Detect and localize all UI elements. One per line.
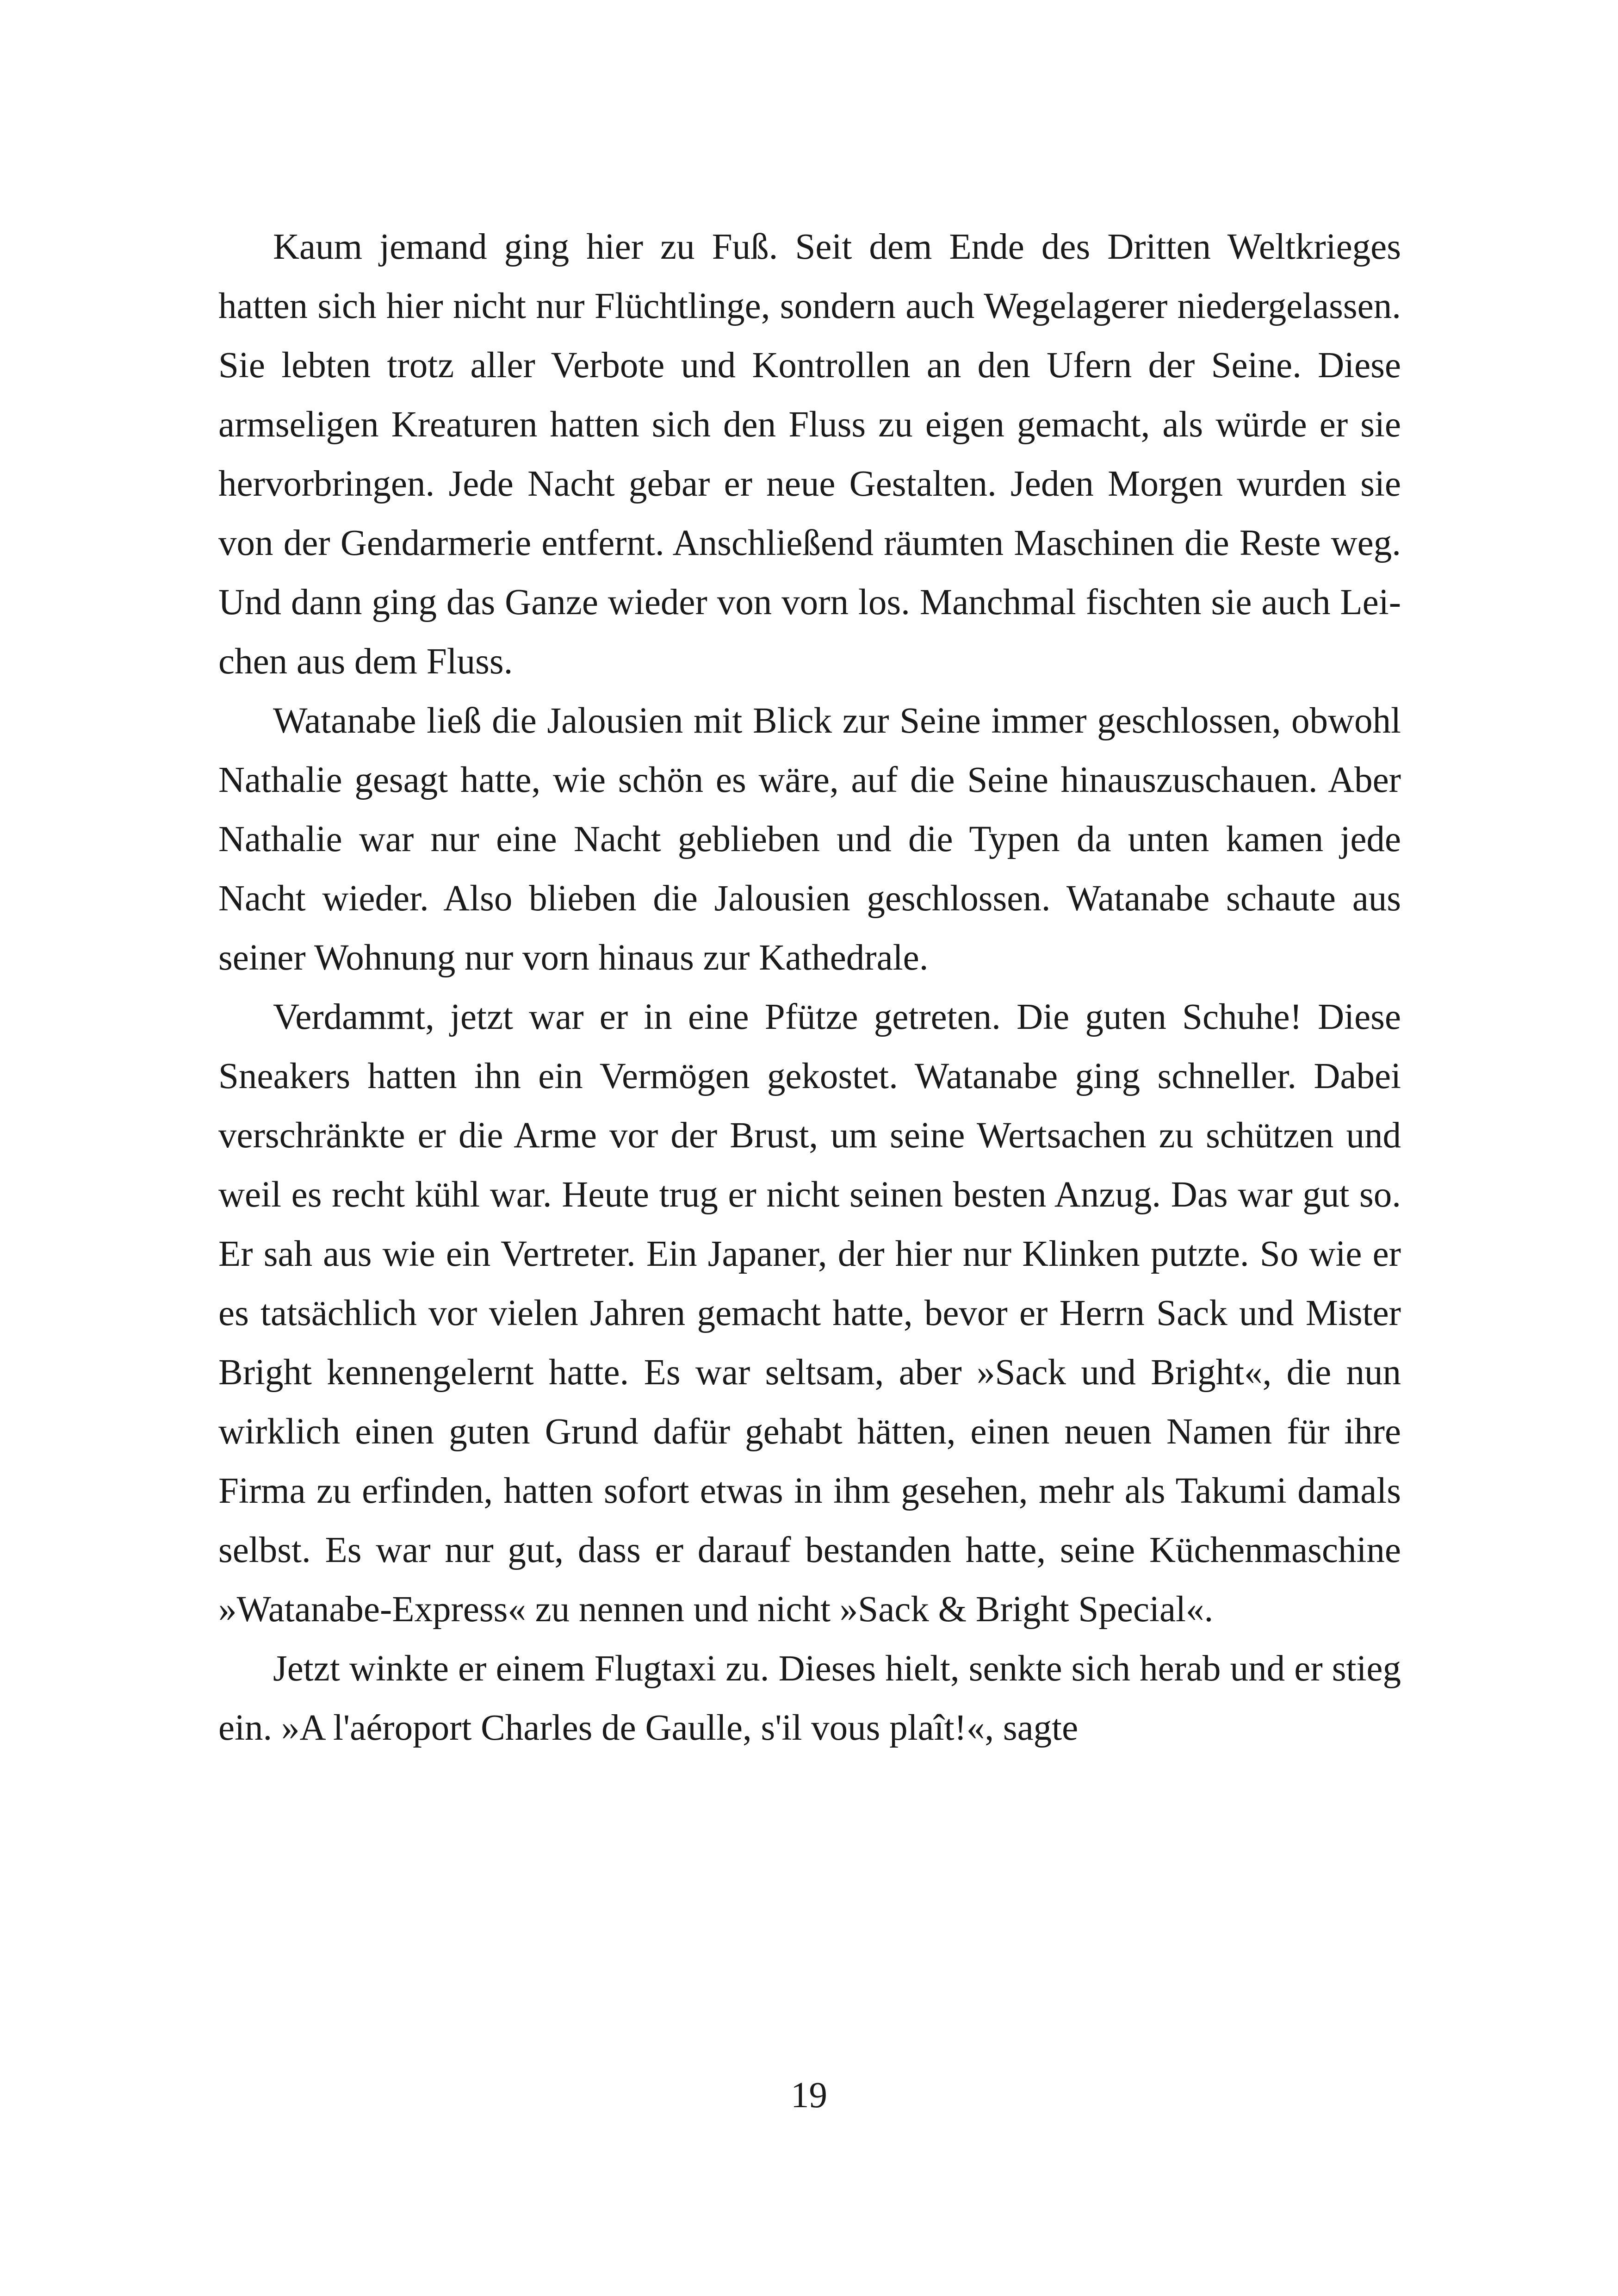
paragraph-1: Kaum jemand ging hier zu Fuß. Seit dem Ende des Dritten Weltkrieges hatten sich hier nicht nur Flüchtlinge, sondern auch Wegelagerer niedergelassen. Sie lebten trotz aller Verbote und Kontrollen an den Ufern der Seine. Diese armseligen Kreaturen hatten sich den Fluss zu eigen gemacht, als würde er sie hervorbringen. Jede Nacht gebar er neue Gestalten. Jeden Morgen wurden sie von der Gendarmerie entfernt. Anschließend räumten Maschinen die Reste weg. Und dann ging das Ganze wieder von vorn los. Manchmal fischten sie auch Leichen aus dem Fluss. bbox=[218, 227, 1401, 682]
paragraph-3: Verdammt, jetzt war er in eine Pfütze getreten. Die guten Schuhe! Diese Sneakers hatten ihn ein Vermögen gekostet. Watanabe ging schneller. Dabei verschränkte er die Arme vor der Brust, um seine Wertsachen zu schützen und weil es recht kühl war. Heute trug er nicht seinen besten Anzug. Das war gut so. Er sah aus wie ein Vertreter. Ein Japaner, der hier nur Klinken putzte. So wie er es tatsächlich vor vielen Jahren gemacht hatte, bevor er Herrn Sack und Mister Bright kennengelernt hatte. Es war seltsam, aber »Sack und Bright«, die nun wirklich einen guten Grund dafür gehabt hätten, einen neuen Namen für ihre Firma zu erfinden, hatten sofort etwas in ihm gesehen, mehr als Takumi damals selbst. Es war nur gut, dass er darauf bestanden hatte, seine Küchenmaschine »Watanabe-Express« zu nennen und nicht »Sack & Bright Special«. bbox=[218, 997, 1401, 1630]
paragraph-4: Jetzt winkte er einem Flugtaxi zu. Dieses hielt, senkte sich herab und er stieg ein. »A l'aéroport Charles de Gaulle, s'il vous plaît!«, sagte bbox=[218, 1649, 1401, 1748]
paragraph-2: Watanabe ließ die Jalousien mit Blick zur Seine immer geschlossen, obwohl Nathalie gesagt hatte, wie schön es wäre, auf die Seine hinauszuschauen. Aber Nathalie war nur eine Nacht geblieben und die Typen da unten kamen jede Nacht wieder. Also blieben die Jalousien geschlossen. Watanabe schaute aus seiner Wohnung nur vorn hinaus zur Kathedrale. bbox=[218, 701, 1401, 978]
body-text bbox=[218, 218, 1401, 1758]
page-number: 19 bbox=[791, 2075, 827, 2116]
